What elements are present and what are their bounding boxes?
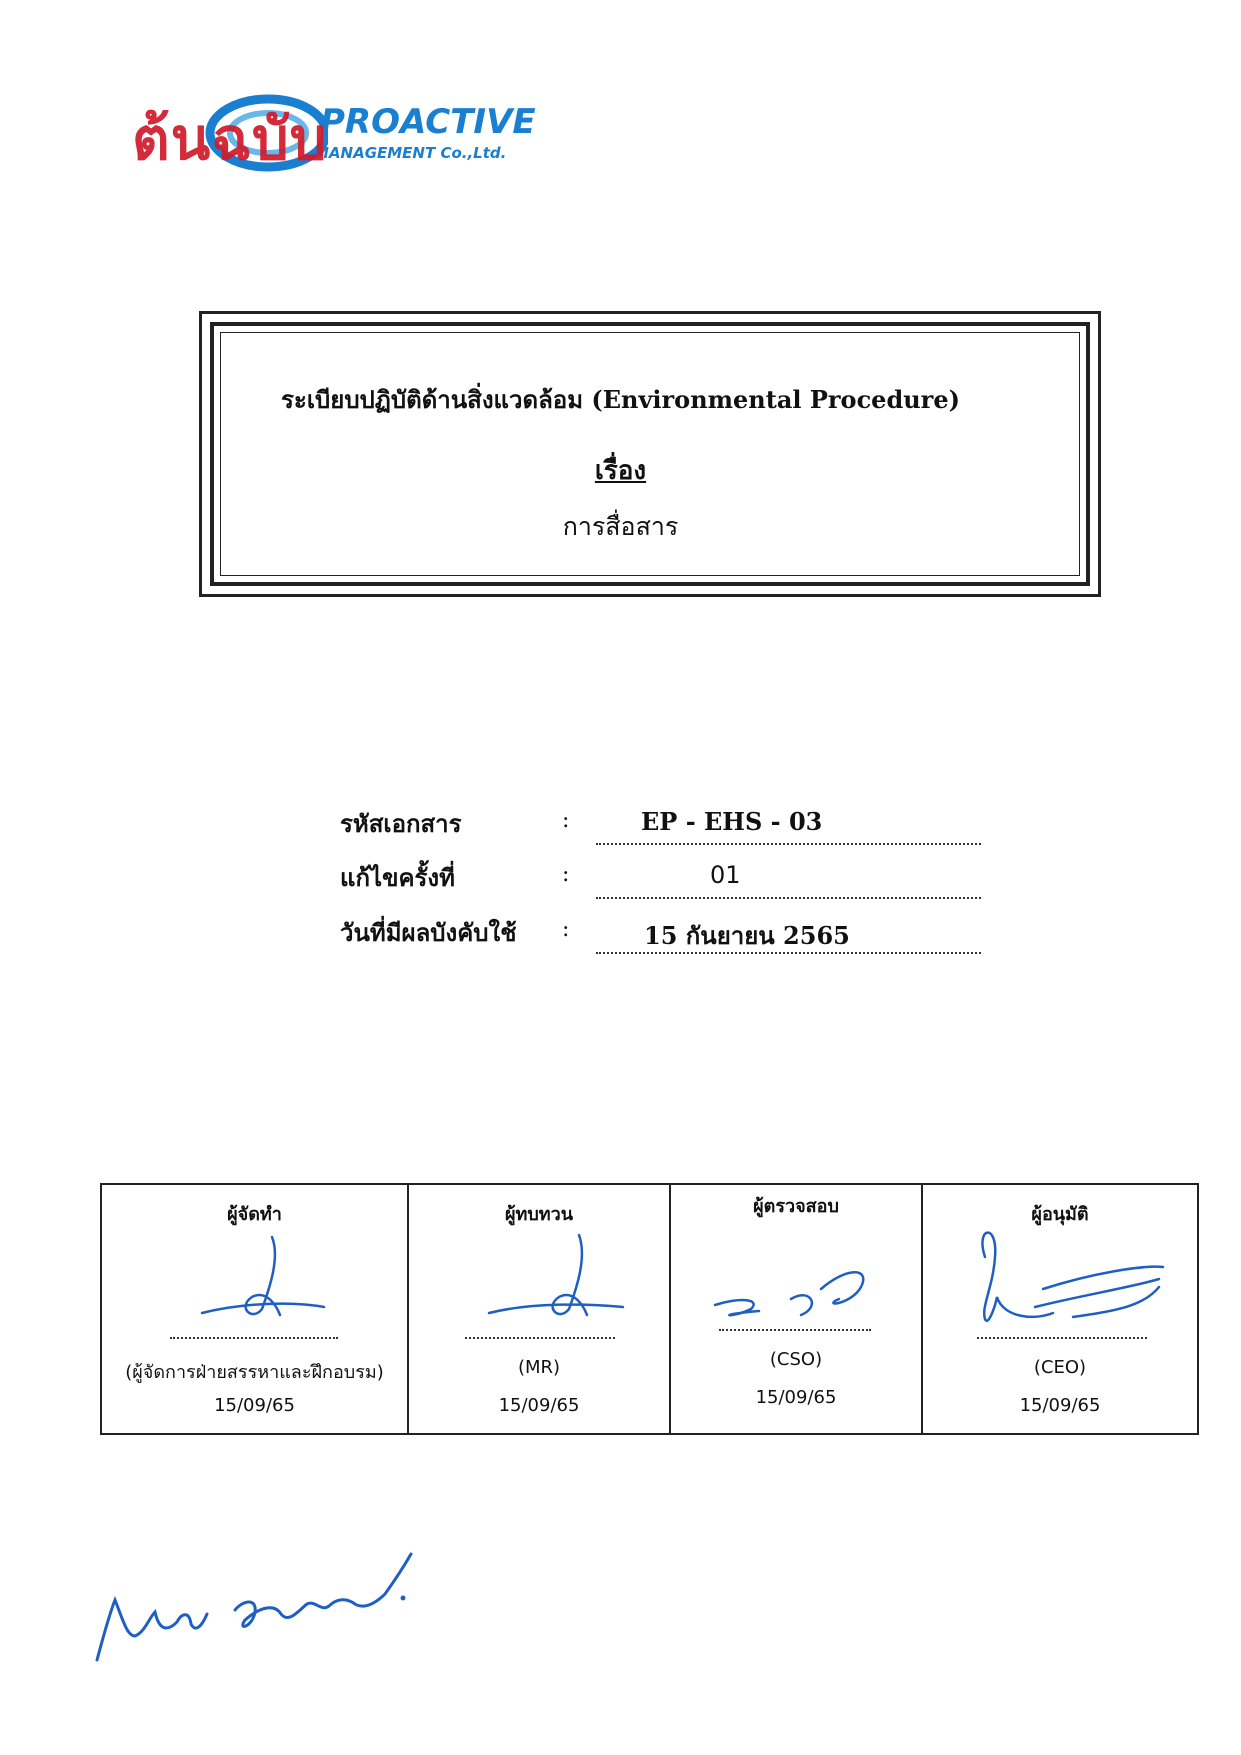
separator-colon: :: [562, 808, 570, 833]
signature-heading: ผู้ตรวจสอบ: [753, 1196, 839, 1217]
document-title: ระเบียบปฏิบัติด้านสิ่งแวดล้อม (Environmental Procedure): [281, 385, 960, 414]
separator-colon: :: [562, 862, 570, 887]
signature-cell-inspector: [671, 1185, 923, 1433]
doc-code-label: รหัสเอกสาร: [340, 809, 462, 838]
signature-role: (ผู้จัดการฝ่ายสรรหาและฝึกอบรม): [125, 1362, 384, 1383]
signature-table: [100, 1183, 1199, 1435]
signature-role: (MR): [517, 1357, 561, 1378]
original-stamp: ต้นฉบับ: [132, 105, 328, 173]
revision-value: [596, 859, 981, 899]
handwritten-signature-icon: [85, 1540, 425, 1670]
signature-icon: [923, 1227, 1197, 1327]
signature-heading: ผู้จัดทำ: [227, 1204, 282, 1225]
signature-heading: ผู้ทบทวน: [504, 1204, 574, 1225]
signature-role: (CSO): [769, 1349, 823, 1370]
signature-cell-preparer: [102, 1185, 409, 1433]
signature-heading: ผู้อนุมัติ: [1031, 1204, 1089, 1225]
signature-icon: [102, 1227, 409, 1327]
signature-line: [977, 1337, 1147, 1341]
signature-date: 15/09/65: [214, 1395, 295, 1416]
signature-date: 15/09/65: [755, 1387, 837, 1408]
signature-icon: [671, 1227, 923, 1327]
effective-date-label: วันที่มีผลบังคับใช้: [340, 918, 517, 947]
signature-cell-reviewer: [409, 1185, 671, 1433]
subject-label: เรื่อง: [594, 456, 647, 486]
signature-cell-approver: [923, 1185, 1197, 1433]
logo-subname: MANAGEMENT Co.,Ltd.: [314, 144, 507, 162]
doc-code-text: EP - EHS - 03: [641, 807, 823, 836]
signature-role: (CEO): [1033, 1357, 1087, 1378]
effective-date-text: 15 กันยายน 2565: [644, 921, 850, 950]
revision-label: แก้ไขครั้งที่: [340, 863, 455, 892]
signature-line: [465, 1337, 615, 1341]
logo-name: PROACTIVE: [320, 102, 536, 142]
signature-line: [719, 1329, 871, 1333]
doc-code-value: [596, 805, 981, 845]
revision-text: 01: [710, 861, 741, 889]
signature-date: 15/09/65: [1019, 1395, 1101, 1416]
effective-date-value: [596, 914, 981, 954]
separator-colon: :: [562, 917, 570, 942]
signature-icon: [409, 1227, 671, 1327]
signature-line: [170, 1337, 338, 1341]
subject-value: การสื่อสาร: [562, 512, 679, 541]
signature-date: 15/09/65: [498, 1395, 580, 1416]
